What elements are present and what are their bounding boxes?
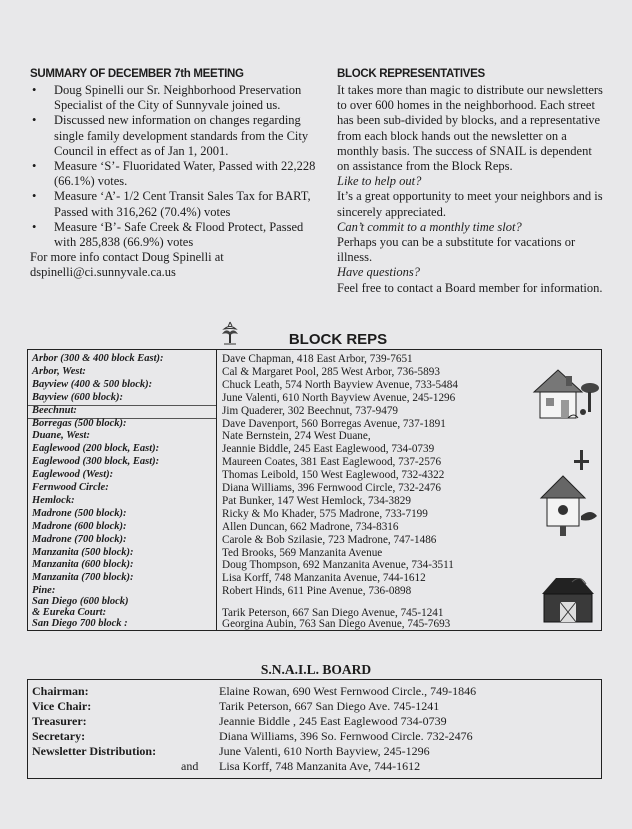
street-name: Bayview (600 block): [32,391,123,403]
table-row [28,521,603,534]
street-name: Manzanita (700 block): [32,572,134,584]
board-table [27,679,602,779]
table-row [28,618,603,631]
block-representatives [337,68,605,296]
table-row [28,495,603,508]
commit-text: Perhaps you can be a substitute for vacations or illness. [337,235,576,265]
street-name: & Eureka Court: [32,606,107,618]
house-mailbox-icon [528,360,600,430]
table-row [28,418,603,431]
block-reps-heading-text: BLOCK REPS [288,331,388,348]
board-member: June Valenti, 610 North Bayview, 245-1296 [219,744,430,758]
street-name: Eaglewood (200 block, East): [32,443,160,455]
table-row [28,758,603,774]
board-role: Treasurer: [32,714,87,728]
rep-contact: Maureen Coates, 381 East Eaglewood, 737-2576 [222,456,442,469]
street-name: Borregas (500 block): [32,417,127,429]
street-name: Eaglewood (300 block, East): [32,456,160,468]
street-name: San Diego 700 block : [32,618,128,630]
summary-contact: For more info contact Doug Spinelli at dspinelli@ci.sunnyvale.ca.us [30,250,224,280]
rep-contact: June Valenti, 610 North Bayview Avenue, 245-1296 [222,391,456,404]
block-reps-table [27,349,602,631]
summary-bullet: • Doug Spinelli our Sr. Neighborhood Preservation Specialist of the City of Sunnyvale joined us. [30,83,320,113]
block-representatives-title: BLOCK REPRESENTATIVES [337,68,485,80]
table-row [28,743,603,759]
rep-contact: Nate Bernstein, 274 West Duane, [222,430,371,443]
rep-contact: Ricky & Mo Khader, 575 Madrone, 733-7199 [222,507,428,520]
rep-contact: Diana Williams, 396 Fernwood Circle, 732-2476 [222,482,442,494]
street-name: Arbor (300 & 400 block East): [32,353,164,364]
rep-contact: Cal & Margaret Pool, 285 West Arbor, 736-5893 [222,365,440,378]
street-name: Hemlock: [32,494,75,506]
table-row [28,392,603,405]
street-name: Fernwood Circle: [32,482,109,493]
and-label: and [181,759,199,773]
rep-contact: Doug Thompson, 692 Manzanita Avenue, 734-3511 [222,559,454,572]
table-row [28,559,603,572]
table-row [28,547,603,560]
street-name: Manzanita (600 block): [32,559,134,571]
street-name: Madrone (500 block): [32,507,127,519]
table-row [28,508,603,521]
rep-contact: Ted Brooks, 569 Manzanita Avenue [222,546,383,559]
rep-contact: Dave Chapman, 418 East Arbor, 739-7651 [222,353,413,365]
rep-contact: Jeannie Biddle, 245 East Eaglewood, 734-0739 [222,443,435,456]
board-role: Secretary: [32,729,86,743]
table-row [28,443,603,456]
summary-bullet: • Measure ‘A’- 1/2 Cent Transit Sales Tax for BART, Passed with 316,262 (70.4%) votes [30,189,320,219]
board-role: Chairman: [32,684,89,698]
board-member: Diana Williams, 396 So. Fernwood Circle. 732-2476 [219,729,473,743]
meeting-summary [30,68,320,281]
questions-text: Feel free to contact a Board member for information. [337,280,603,295]
intro-paragraph: It takes more than magic to distribute our newsletters to over 600 homes in the neighborhood. Each street has been sub-divided by blocks, and a representative from each block hands out the newsletter on a monthly basis. The success of SNAIL is dependent on assistance from the Block Reps. [337,83,603,174]
table-row [28,698,603,714]
table-row [28,405,603,418]
rep-contact: Dave Davenport, 560 Borregas Avenue, 737-1891 [222,417,446,430]
questions-question: Have questions? [337,265,420,280]
commit-question: Can’t commit to a monthly time slot? [337,219,522,234]
help-text: It’s a great opportunity to meet your neighbors and is sincerely appreciated. [337,189,603,219]
board-member: Jeannie Biddle , 245 East Eaglewood 734-0739 [219,714,447,728]
table-row [28,353,603,366]
table-row [28,430,603,443]
barn-icon [536,572,600,626]
street-name: Arbor, West: [32,365,86,377]
rep-contact: Lisa Korff, 748 Manzanita Avenue, 744-1612 [222,572,426,585]
board-member: Lisa Korff, 748 Manzanita Ave, 744-1612 [219,759,421,773]
street-name: Eaglewood (West): [32,469,114,481]
rep-contact: Thomas Leibold, 150 West Eaglewood, 732-4322 [222,469,445,482]
street-name: Bayview (400 & 500 block): [32,378,153,390]
table-row [28,713,603,729]
board-heading: S.N.A.I.L. BOARD [260,662,372,677]
table-row [28,456,603,469]
board-member: Elaine Rowan, 690 West Fernwood Circle., 749-1846 [219,684,477,698]
board-role: Newsletter Distribution: [32,744,157,758]
rep-contact: Robert Hinds, 611 Pine Avenue, 736-0898 [222,585,412,598]
block-reps-heading [0,331,632,348]
birdhouse-icon [533,468,599,538]
street-name: Manzanita (500 block): [32,546,134,558]
rep-contact: Carole & Bob Szilasie, 723 Madrone, 747-1486 [222,533,437,546]
street-name: Pine: [32,585,56,597]
rep-contact: Jim Quaderer, 302 Beechnut, 737-9479 [222,404,399,417]
rep-contact: Pat Bunker, 147 West Hemlock, 734-3829 [222,494,411,507]
rep-contact: Allen Duncan, 662 Madrone, 734-8316 [222,520,399,533]
table-row [28,379,603,392]
table-row [28,366,603,379]
rep-contact: Georgina Aubin, 763 San Diego Avenue, 745-7693 [222,618,451,631]
table-row [28,683,603,699]
help-question: Like to help out? [337,174,422,189]
table-row [28,728,603,744]
summary-title: SUMMARY OF DECEMBER 7th MEETING [30,68,244,80]
table-row [28,469,603,482]
board-member: Tarik Peterson, 667 San Diego Ave. 745-1241 [219,699,440,713]
street-name: Duane, West: [32,430,90,442]
summary-bullet: • Measure ‘B’- Safe Creek & Flood Protect, Passed with 285,838 (66.9%) votes [30,220,320,250]
table-row [28,572,603,585]
street-name: Madrone (700 block): [32,533,127,545]
summary-bullet: • Discussed new information on changes regarding single family development standards from the City Council in effect as of Jan 1, 2001. [30,113,320,159]
street-name: Beechnut: [32,404,77,416]
board-role: Vice Chair: [32,699,92,713]
summary-bullets [30,83,320,250]
street-name: San Diego (600 block) [32,596,129,607]
table-row [28,534,603,547]
summary-bullet: • Measure ‘S’- Fluoridated Water, Passed with 22,228 (66.1%) votes. [30,159,320,189]
rep-contact: Chuck Leath, 574 North Bayview Avenue, 733-5484 [222,378,458,391]
street-name: Madrone (600 block): [32,520,127,532]
table-row [28,482,603,495]
rep-contact: Tarik Peterson, 667 San Diego Avenue, 745-1241 [222,606,444,619]
